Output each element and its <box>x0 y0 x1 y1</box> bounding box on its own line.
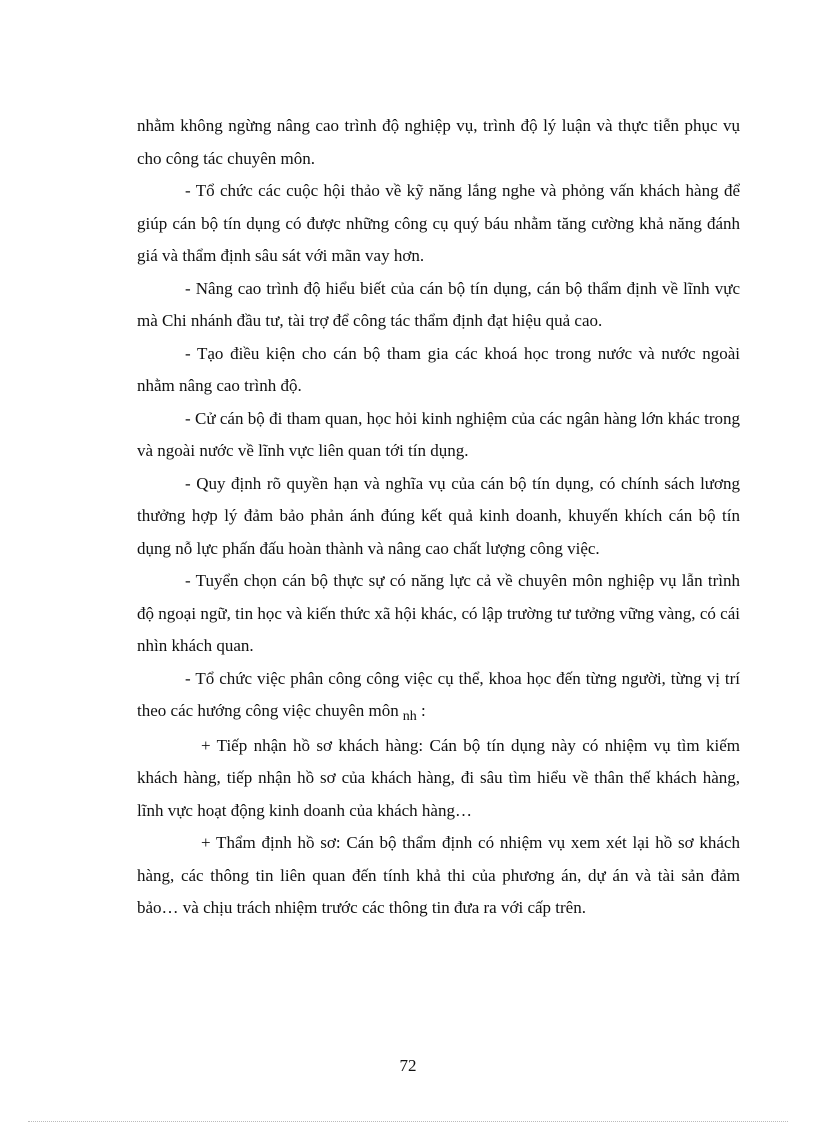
paragraph-task-assignment <box>137 663 740 730</box>
stray-subscript: nh <box>402 709 417 724</box>
paragraph-training: - Tạo điều kiện cho cán bộ tham gia các khoá học trong nước và nước ngoài nhằm nâng cao trình độ. <box>137 343 740 395</box>
document-body <box>137 110 740 925</box>
task-assignment-text: - Tổ chức việc phân công công việc cụ thể, khoa học đến từng người, từng vị trí theo các hướng công việc chuyên môn <box>137 668 740 720</box>
page-number: 72 <box>399 1056 417 1075</box>
paragraph-workshops: - Tổ chức các cuộc hội thảo về kỹ năng lắng nghe và phỏng vấn khách hàng để giúp cán bộ tín dụng có được những công cụ quý báu nhằm tăng cường khả năng đánh giá và thẩm định sâu sát với mãn vay hơn. <box>137 181 740 265</box>
paragraph-recruitment: - Tuyển chọn cán bộ thực sự có năng lực cả về chuyên môn nghiệp vụ lẫn trình độ ngoại ngữ, tin học và kiến thức xã hội khác, có lập trường tư tưởng vững vàng, có cái nhìn khách quan. <box>137 571 740 655</box>
paragraph-study-tours: - Cử cán bộ đi tham quan, học hỏi kinh nghiệm của các ngân hàng lớn khác trong và ngoài nước về lĩnh vực liên quan tới tín dụng. <box>137 408 740 460</box>
paragraph-appraise-records: + Thẩm định hồ sơ: Cán bộ thẩm định có nhiệm vụ xem xét lại hồ sơ khách hàng, các thông tin liên quan đến tính khả thi của phương án, dự án và tài sản đảm bảo… và chịu trách nhiệm trước các thông tin đưa ra với cấp trên. <box>137 833 740 917</box>
paragraph-knowledge: - Nâng cao trình độ hiểu biết của cán bộ tín dụng, cán bộ thẩm định về lĩnh vực mà Chi nhánh đầu tư, tài trợ để công tác thẩm định đạt hiệu quả cao. <box>137 278 740 330</box>
bottom-divider <box>28 1121 788 1122</box>
paragraph-rights-duties: - Quy định rõ quyền hạn và nghĩa vụ của cán bộ tín dụng, có chính sách lương thưởng hợp lý đảm bảo phản ánh đúng kết quả kinh doanh, khuyến khích cán bộ tín dụng nỗ lực phấn đấu hoàn thành và nâng cao chất lượng công việc. <box>137 473 740 558</box>
task-assignment-tail: : <box>416 701 426 720</box>
paragraph-receive-records: + Tiếp nhận hồ sơ khách hàng: Cán bộ tín dụng này có nhiệm vụ tìm kiếm khách hàng, tiếp nhận hồ sơ của khách hàng, đi sâu tìm hiểu về thân thế khách hàng, lĩnh vực hoạt động kinh doanh của khách hàng… <box>137 735 740 820</box>
paragraph-continuation: nhằm không ngừng nâng cao trình độ nghiệp vụ, trình độ lý luận và thực tiễn phục vụ cho công tác chuyên môn. <box>137 116 740 168</box>
